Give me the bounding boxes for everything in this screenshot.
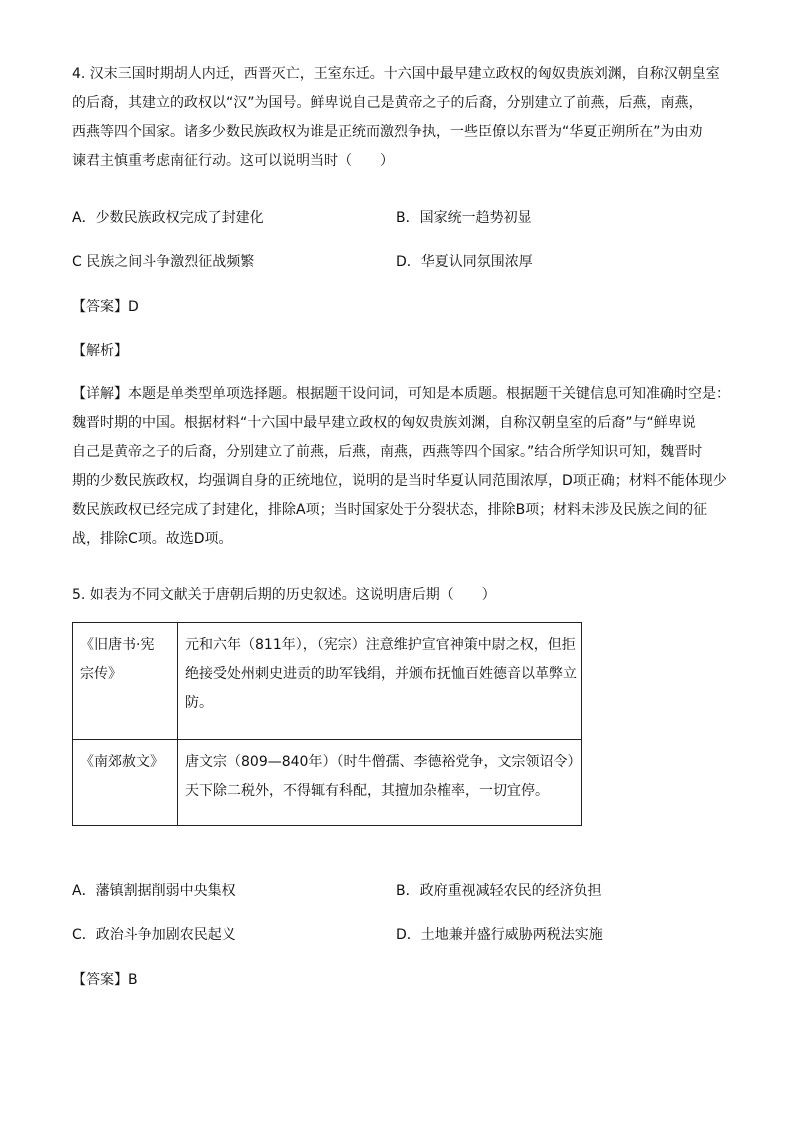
q4-option-d: D．华夏认同氛围浓厚 xyxy=(396,254,533,270)
q5-option-b: B．政府重视减轻农民的经济负担 xyxy=(396,883,602,899)
table-source-cell xyxy=(73,740,178,826)
q4-detail xyxy=(72,380,732,554)
q5-option-d: D．土地兼并盛行威胁两税法实施 xyxy=(396,927,603,943)
q4-stem xyxy=(72,60,732,176)
table-row xyxy=(73,623,582,740)
source-line: 《旧唐书·宪 xyxy=(80,637,155,653)
q4-detail-line: 【详解】本题是单类型单项选择题。根据题干设问词，可知是本质题。根据题干关键信息可知准确时空是： xyxy=(72,386,730,402)
q4-option-a: A．少数民族政权完成了封建化 xyxy=(72,210,264,226)
table-content-cell xyxy=(178,740,582,826)
q4-analysis-heading: 【解析】 xyxy=(72,343,128,359)
q4-detail-line: 战，排除C项。故选D项。 xyxy=(72,531,233,547)
source-line: 《南郊赦文》 xyxy=(80,754,164,770)
table-source-cell xyxy=(73,623,178,740)
q4-detail-line: 魏晋时期的中国。根据材料“十六国中最早建立政权的匈奴贵族刘渊，自称汉朝皇室的后裔”与“鲜卑说 xyxy=(72,415,696,431)
table-content-cell xyxy=(178,623,582,740)
q5-source-table xyxy=(72,622,582,826)
q4-detail-line: 期的少数民族政权，均强调自身的正统地位，说明的是当时华夏认同范围浓厚，D项正确；材料不能体现少 xyxy=(72,473,727,489)
q4-stem-line: 西燕等四个国家。诸多少数民族政权为谁是正统而激烈争执，一些臣僚以东晋为“华夏正朔所在”为由劝 xyxy=(72,124,703,140)
q4-stem-line: 4. 汉末三国时期胡人内迁，西晋灭亡，王室东迁。十六国中最早建立政权的匈奴贵族刘渊，自称汉朝皇室 xyxy=(72,66,720,82)
source-line: 宗传》 xyxy=(80,666,122,682)
q4-option-b: B．国家统一趋势初显 xyxy=(396,210,532,226)
content-line: 唐文宗（809—840年）（时牛僧孺、李德裕党争，文宗领诏令） xyxy=(185,754,582,770)
q4-option-c: C 民族之间斗争激烈征战频繁 xyxy=(72,254,255,270)
q4-detail-line: 自己是黄帝之子的后裔，分别建立了前燕，后燕，南燕，西燕等四个国家。”结合所学知识可知，魏晋时 xyxy=(72,444,703,460)
table-row xyxy=(73,740,582,826)
content-line: 绝接受处州刺史进贡的助军钱绢，并颁布抚恤百姓德音以革弊立 xyxy=(185,666,577,682)
q4-stem-line: 的后裔，其建立的政权以“汉”为国号。鲜卑说自己是黄帝之子的后裔，分别建立了前燕，后燕，南燕， xyxy=(72,95,703,111)
q5-stem: 5. 如表为不同文献关于唐朝后期的历史叙述。这说明唐后期（ ） xyxy=(72,587,496,603)
content-line: 防。 xyxy=(185,695,213,711)
q5-answer: 【答案】B xyxy=(72,972,138,988)
q4-stem-line: 谏君主慎重考虑南征行动。这可以说明当时（ ） xyxy=(72,153,394,169)
q5-option-a: A．藩镇割据削弱中央集权 xyxy=(72,883,236,899)
q5-option-c: C．政治斗争加剧农民起义 xyxy=(72,927,236,943)
q4-detail-line: 数民族政权已经完成了封建化，排除A项；当时国家处于分裂状态，排除B项；材料未涉及民族之间的征 xyxy=(72,502,708,518)
content-line: 元和六年（811年），（宪宗）注意维护宣官神策中尉之权，但拒 xyxy=(185,637,576,653)
q4-answer: 【答案】D xyxy=(72,299,139,315)
content-line: 天下除二税外，不得辄有科配，其擅加杂榷率，一切宜停。 xyxy=(185,783,549,799)
